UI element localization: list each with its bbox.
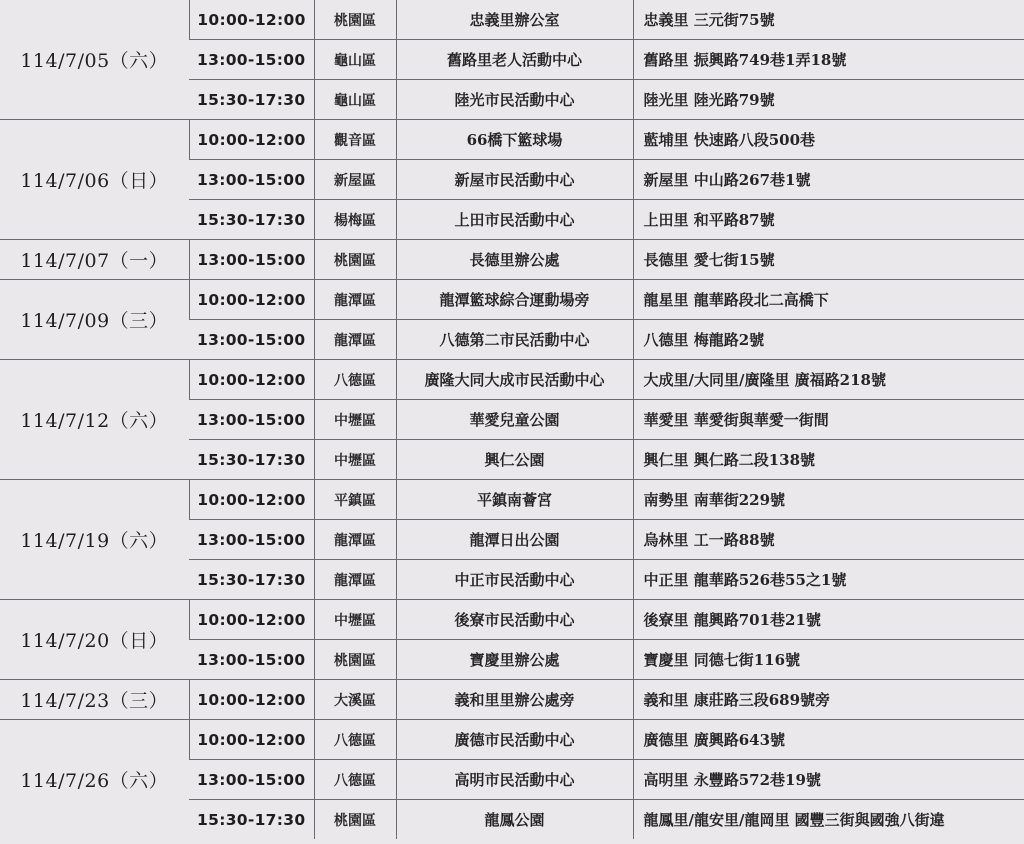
venue-cell: 新屋市民活動中心: [396, 160, 633, 200]
venue-cell: 廣德市民活動中心: [396, 720, 633, 760]
date-cell: 114/7/20（日）: [0, 600, 189, 680]
date-cell: 114/7/07（一）: [0, 240, 189, 280]
address-cell: 烏林里 工一路88號: [633, 520, 1024, 560]
address-cell: 長德里 愛七街15號: [633, 240, 1024, 280]
district-cell: 龍潭區: [314, 320, 396, 360]
address-cell: 忠義里 三元街75號: [633, 0, 1024, 40]
time-cell: 10:00-12:00: [189, 120, 314, 160]
address-cell: 南勢里 南華街229號: [633, 480, 1024, 520]
district-cell: 龍潭區: [314, 520, 396, 560]
address-cell: 寶慶里 同德七街116號: [633, 640, 1024, 680]
address-cell: 興仁里 興仁路二段138號: [633, 440, 1024, 480]
venue-cell: 後寮市民活動中心: [396, 600, 633, 640]
venue-cell: 舊路里老人活動中心: [396, 40, 633, 80]
time-cell: 10:00-12:00: [189, 0, 314, 40]
district-cell: 中壢區: [314, 600, 396, 640]
address-cell: 中正里 龍華路526巷55之1號: [633, 560, 1024, 600]
venue-cell: 高明市民活動中心: [396, 760, 633, 800]
district-cell: 龜山區: [314, 80, 396, 120]
district-cell: 桃園區: [314, 240, 396, 280]
time-cell: 13:00-15:00: [189, 40, 314, 80]
district-cell: 八德區: [314, 720, 396, 760]
schedule-row: [0, 280, 1024, 320]
district-cell: 平鎮區: [314, 480, 396, 520]
venue-cell: 平鎮南薈宮: [396, 480, 633, 520]
address-cell: 龍鳳里/龍安里/龍岡里 國豐三街與國強八街違: [633, 800, 1024, 840]
venue-cell: 八德第二市民活動中心: [396, 320, 633, 360]
venue-cell: 陸光市民活動中心: [396, 80, 633, 120]
time-cell: 13:00-15:00: [189, 760, 314, 800]
venue-cell: 66橋下籃球場: [396, 120, 633, 160]
schedule-row: [0, 360, 1024, 400]
district-cell: 桃園區: [314, 800, 396, 840]
district-cell: 龍潭區: [314, 280, 396, 320]
time-cell: 15:30-17:30: [189, 440, 314, 480]
time-cell: 10:00-12:00: [189, 680, 314, 720]
district-cell: 新屋區: [314, 160, 396, 200]
address-cell: 舊路里 振興路749巷1弄18號: [633, 40, 1024, 80]
address-cell: 藍埔里 快速路八段500巷: [633, 120, 1024, 160]
time-cell: 13:00-15:00: [189, 240, 314, 280]
district-cell: 八德區: [314, 360, 396, 400]
time-cell: 10:00-12:00: [189, 720, 314, 760]
schedule-row: [0, 120, 1024, 160]
venue-cell: 長德里辦公處: [396, 240, 633, 280]
address-cell: 高明里 永豐路572巷19號: [633, 760, 1024, 800]
address-cell: 陸光里 陸光路79號: [633, 80, 1024, 120]
date-cell: 114/7/23（三）: [0, 680, 189, 720]
time-cell: 13:00-15:00: [189, 400, 314, 440]
address-cell: 義和里 康莊路三段689號旁: [633, 680, 1024, 720]
district-cell: 桃園區: [314, 0, 396, 40]
date-cell: 114/7/26（六）: [0, 720, 189, 840]
time-cell: 15:30-17:30: [189, 560, 314, 600]
schedule-row: [0, 720, 1024, 760]
district-cell: 中壢區: [314, 440, 396, 480]
schedule-row: [0, 0, 1024, 40]
district-cell: 龍潭區: [314, 560, 396, 600]
date-cell: 114/7/12（六）: [0, 360, 189, 480]
venue-cell: 中正市民活動中心: [396, 560, 633, 600]
time-cell: 15:30-17:30: [189, 80, 314, 120]
schedule-row: [0, 240, 1024, 280]
district-cell: 楊梅區: [314, 200, 396, 240]
date-cell: 114/7/19（六）: [0, 480, 189, 600]
venue-cell: 寶慶里辦公處: [396, 640, 633, 680]
venue-cell: 義和里里辦公處旁: [396, 680, 633, 720]
time-cell: 15:30-17:30: [189, 200, 314, 240]
address-cell: 華愛里 華愛街與華愛一街間: [633, 400, 1024, 440]
venue-cell: 龍潭籃球綜合運動場旁: [396, 280, 633, 320]
date-cell: 114/7/09（三）: [0, 280, 189, 360]
address-cell: 新屋里 中山路267巷1號: [633, 160, 1024, 200]
time-cell: 13:00-15:00: [189, 520, 314, 560]
district-cell: 大溪區: [314, 680, 396, 720]
time-cell: 13:00-15:00: [189, 640, 314, 680]
time-cell: 13:00-15:00: [189, 160, 314, 200]
date-cell: 114/7/06（日）: [0, 120, 189, 240]
address-cell: 後寮里 龍興路701巷21號: [633, 600, 1024, 640]
schedule-row: [0, 600, 1024, 640]
time-cell: 10:00-12:00: [189, 360, 314, 400]
date-cell: 114/7/05（六）: [20, 50, 169, 72]
venue-cell: 龍潭日出公園: [396, 520, 633, 560]
district-cell: 龜山區: [314, 40, 396, 80]
address-cell: 廣德里 廣興路643號: [633, 720, 1024, 760]
address-cell: 上田里 和平路87號: [633, 200, 1024, 240]
district-cell: 中壢區: [314, 400, 396, 440]
address-cell: 八德里 梅龍路2號: [633, 320, 1024, 360]
district-cell: 桃園區: [314, 640, 396, 680]
district-cell: 八德區: [314, 760, 396, 800]
schedule-row: [0, 480, 1024, 520]
time-cell: 13:00-15:00: [189, 320, 314, 360]
venue-cell: 廣隆大同大成市民活動中心: [396, 360, 633, 400]
time-cell: 10:00-12:00: [189, 600, 314, 640]
venue-cell: 興仁公園: [396, 440, 633, 480]
address-cell: 龍星里 龍華路段北二高橋下: [633, 280, 1024, 320]
venue-cell: 龍鳳公園: [396, 800, 633, 840]
district-cell: 觀音區: [314, 120, 396, 160]
venue-cell: 華愛兒童公園: [396, 400, 633, 440]
schedule-row: [0, 680, 1024, 720]
time-cell: 10:00-12:00: [189, 480, 314, 520]
address-cell: 大成里/大同里/廣隆里 廣福路218號: [633, 360, 1024, 400]
time-cell: 10:00-12:00: [189, 280, 314, 320]
time-cell: 15:30-17:30: [189, 800, 314, 840]
venue-cell: 忠義里辦公室: [396, 0, 633, 40]
venue-cell: 上田市民活動中心: [396, 200, 633, 240]
